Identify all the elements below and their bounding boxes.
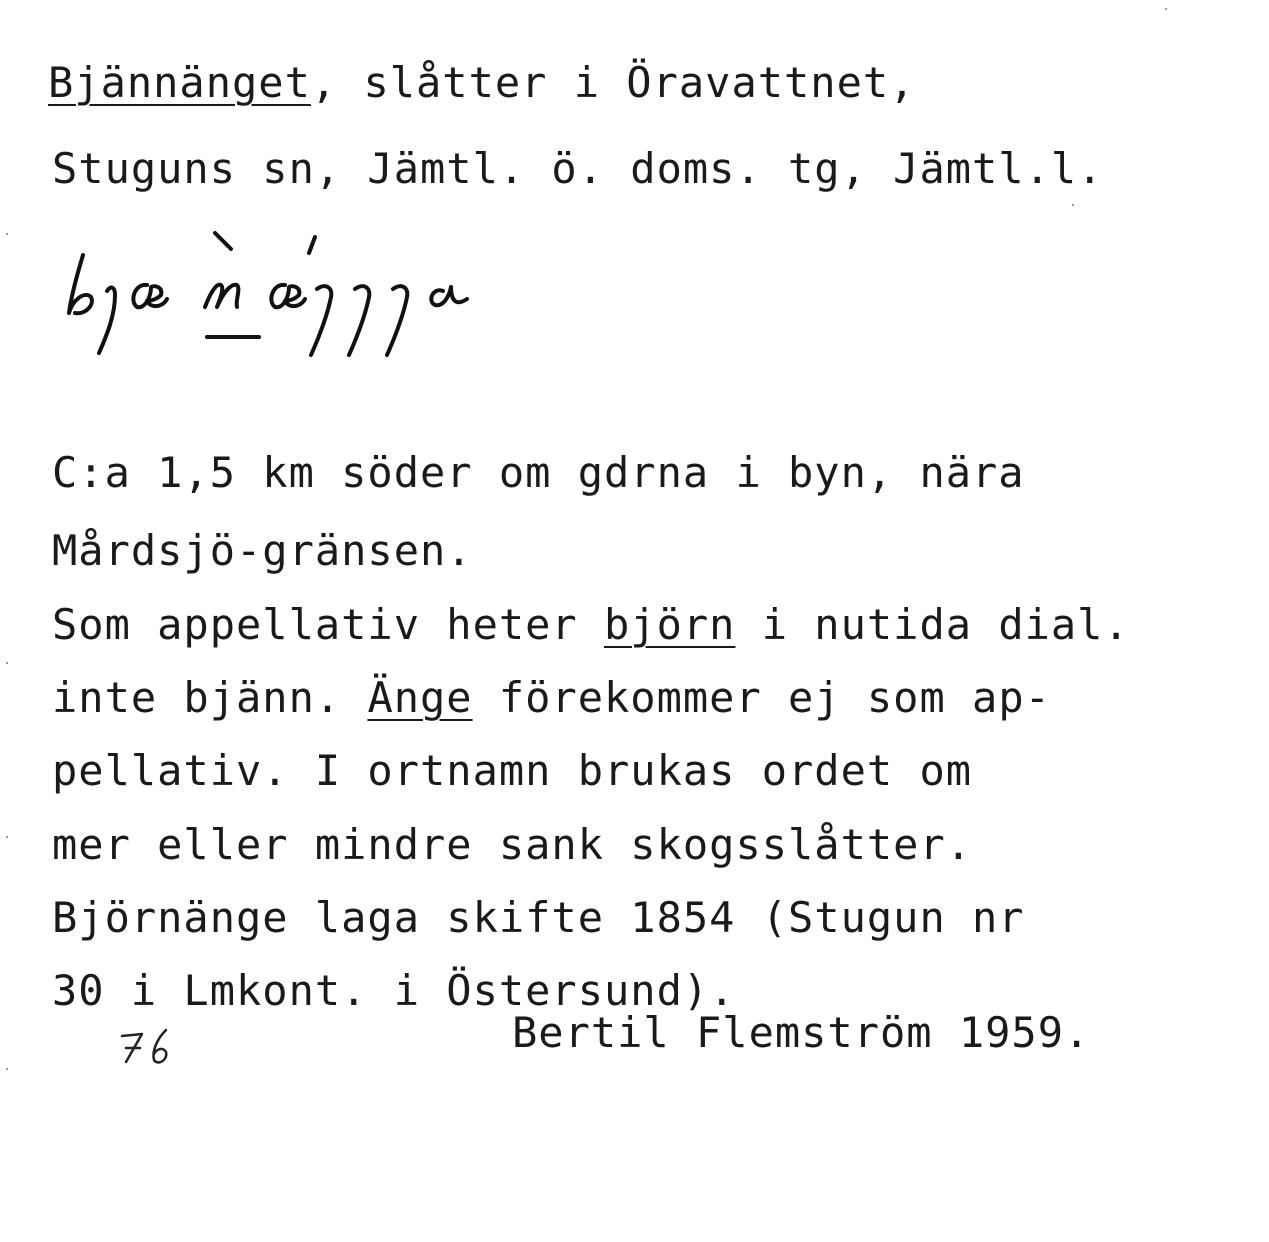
body-line-2: Mårdsjö-gränsen. — [52, 526, 473, 575]
paper-speck — [6, 836, 8, 838]
paper-speck — [1072, 204, 1074, 206]
body-line-7: Björnänge laga skifte 1854 (Stugun nr — [52, 893, 1025, 942]
handwritten-pronunciation — [55, 225, 595, 365]
header-line-2: Stuguns sn, Jämtl. ö. doms. tg, Jämtl.l. — [52, 144, 1104, 193]
header-line-1 — [48, 58, 915, 107]
place-name: Bjännänget — [48, 58, 311, 107]
paper-speck — [6, 1068, 8, 1070]
body-line-3-start: Som appellativ heter — [52, 600, 605, 649]
body-line-4-end: förekommer ej som ap- — [472, 673, 1051, 722]
body-line-4-start: inte bjänn. — [52, 673, 368, 722]
body-line-5: pellativ. I ortnamn brukas ordet om — [52, 746, 973, 795]
body-line-3-end: i nutida dial. — [735, 600, 1130, 649]
underlined-word-bjorn: björn — [604, 600, 736, 649]
body-line-4 — [52, 673, 1051, 722]
signature: Bertil Flemström 1959. — [512, 1008, 1091, 1057]
header-line-1-rest: , slåtter i Öravattnet, — [310, 58, 916, 107]
paper-speck — [6, 662, 8, 664]
underlined-word-ange: Änge — [367, 673, 473, 722]
body-line-3 — [52, 600, 1130, 649]
body-line-6: mer eller mindre sank skogsslåtter. — [52, 820, 973, 869]
paper-speck — [6, 233, 8, 235]
body-line-1: C:a 1,5 km söder om gdrna i byn, nära — [52, 448, 1025, 497]
handwritten-number — [112, 1022, 182, 1068]
body-line-8: 30 i Lmkont. i Östersund). — [52, 966, 736, 1015]
paper-speck — [1165, 8, 1167, 10]
